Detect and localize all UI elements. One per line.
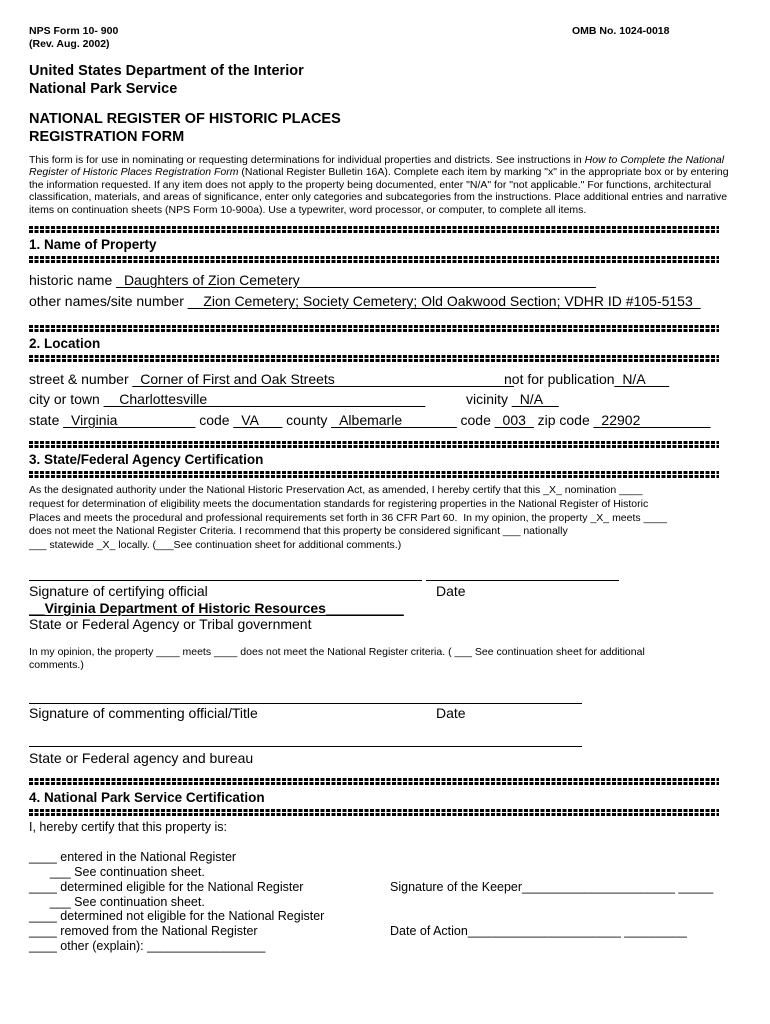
keeper-signature: Signature of the Keeper______________________ _____ xyxy=(390,880,714,894)
county-code-value: _003_ xyxy=(494,412,534,428)
separator xyxy=(29,809,719,816)
agency-value: __Virginia Department of Historic Resources__________ xyxy=(29,600,404,616)
form-number: NPS Form 10- 900 xyxy=(29,25,119,37)
state-value: _Virginia__________ xyxy=(63,412,196,428)
zip-code-value: _22902_________ xyxy=(593,412,711,428)
agency-service: National Park Service xyxy=(29,81,178,97)
nps-option: ___ See continuation sheet. xyxy=(29,865,205,879)
historic-name-value: _Daughters of Zion Cemetery______________________________________ xyxy=(116,272,596,288)
omb-number: OMB No. 1024-0018 xyxy=(572,25,670,37)
separator xyxy=(29,355,719,362)
certification-line: request for determination of eligibility meets the documentation standards for registering properties in the National Register of Historic xyxy=(29,498,649,510)
nps-option: ____ determined not eligible for the National Register xyxy=(29,909,325,923)
date-line-certifying xyxy=(426,580,619,581)
separator xyxy=(29,778,719,785)
date-of-action: Date of Action______________________ _________ xyxy=(390,924,687,938)
certification-line: does not meet the National Register Criteria. I recommend that this property be considered significant ___ nationally xyxy=(29,525,568,537)
not-for-publication-value: _N/A___ xyxy=(614,371,670,387)
nps-option: ____ entered in the National Register xyxy=(29,850,237,864)
nps-option: ____ determined eligible for the National Register xyxy=(29,880,304,894)
intro-paragraph: This form is for use in nominating or requesting determinations for individual properties and districts. See instructions in How to Complete the National Register of Historic Places Registration Form (National Register Bulletin 16A). Complete each item by marking "x" in the appropriate box or by entering the information requested. If any item does not apply to the property being documented, enter "N/A" for "not applicable." For functions, architectural classification, materials, and areas of significance, enter only categories and subcategories from the instructions. Place additional entries and narrative items on continuation sheets (NPS Form 10-900a). Use a typewriter, word processor, or computer, to complete all items. xyxy=(29,154,729,216)
vicinity-row: vicinity _N/A__ xyxy=(466,391,559,407)
signature-commenting-label: Signature of commenting official/Title xyxy=(29,705,258,721)
nps-option: ____ other (explain): _________________ xyxy=(29,939,266,953)
form-revision: (Rev. Aug. 2002) xyxy=(29,38,110,50)
signature-line-certifying xyxy=(29,580,422,581)
agency-label: State or Federal Agency or Tribal government xyxy=(29,616,312,632)
separator xyxy=(29,325,719,332)
date-label: Date xyxy=(436,583,466,599)
form-subtitle: REGISTRATION FORM xyxy=(29,129,185,145)
other-names-value: __Zion Cemetery; Society Cemetery; Old Oakwood Section; VDHR ID #105-5153_ xyxy=(187,293,701,309)
opinion-line: comments.) xyxy=(29,659,84,671)
signature-line-commenting xyxy=(29,703,582,704)
not-for-publication-row: not for publication_N/A___ xyxy=(504,371,670,387)
street-value: _Corner of First and Oak Streets_______________________ xyxy=(132,371,514,387)
vicinity-value: _N/A__ xyxy=(511,391,559,407)
certify-statement: I, hereby certify that this property is: xyxy=(29,820,227,834)
signature-certifying-label: Signature of certifying official xyxy=(29,583,208,599)
certification-line: ___ statewide _X_ locally. (___See continuation sheet for additional comments.) xyxy=(29,539,402,551)
form-title: NATIONAL REGISTER OF HISTORIC PLACES xyxy=(29,111,341,127)
city-value: __Charlottesville____________________________ xyxy=(103,391,426,407)
certification-line: Places and meets the procedural and professional requirements set forth in 36 CFR Part 60. In my opinion, the property _X_ meets ____ xyxy=(29,512,667,524)
nps-option: ___ See continuation sheet. xyxy=(29,895,205,909)
section-3-heading: 3. State/Federal Agency Certification xyxy=(29,452,264,467)
nps-option: ____ removed from the National Register xyxy=(29,924,258,938)
county-value: _Albemarle_______ xyxy=(331,412,457,428)
section-4-heading: 4. National Park Service Certification xyxy=(29,790,265,805)
state-code-value: _VA___ xyxy=(233,412,283,428)
agency-department: United States Department of the Interior xyxy=(29,63,304,79)
separator xyxy=(29,226,719,233)
other-names-row: other names/site number __Zion Cemetery; Society Cemetery; Old Oakwood Section; VDHR ID #105-5153_ xyxy=(29,293,701,309)
separator xyxy=(29,471,719,478)
section-1-heading: 1. Name of Property xyxy=(29,237,157,252)
street-row: street & number _Corner of First and Oak Streets_______________________ xyxy=(29,371,514,387)
agency-bureau-line xyxy=(29,746,582,747)
date-label: Date xyxy=(436,705,466,721)
separator xyxy=(29,441,719,448)
section-2-heading: 2. Location xyxy=(29,336,101,351)
certification-line: As the designated authority under the National Historic Preservation Act, as amended, I hereby certify that this _X_ nomination ____ xyxy=(29,484,643,496)
city-row: city or town __Charlottesville____________________________ xyxy=(29,391,426,407)
agency-bureau-label: State or Federal agency and bureau xyxy=(29,750,254,766)
separator xyxy=(29,256,719,263)
historic-name-row: historic name _Daughters of Zion Cemetery______________________________________ xyxy=(29,272,596,288)
opinion-line: In my opinion, the property ____ meets ____ does not meet the National Register criteria. ( ___ See continuation sheet for additional xyxy=(29,646,645,658)
state-row: state _Virginia__________ code _VA___ county _Albemarle_______ code _003_ zip code _22902_________ xyxy=(29,412,711,428)
